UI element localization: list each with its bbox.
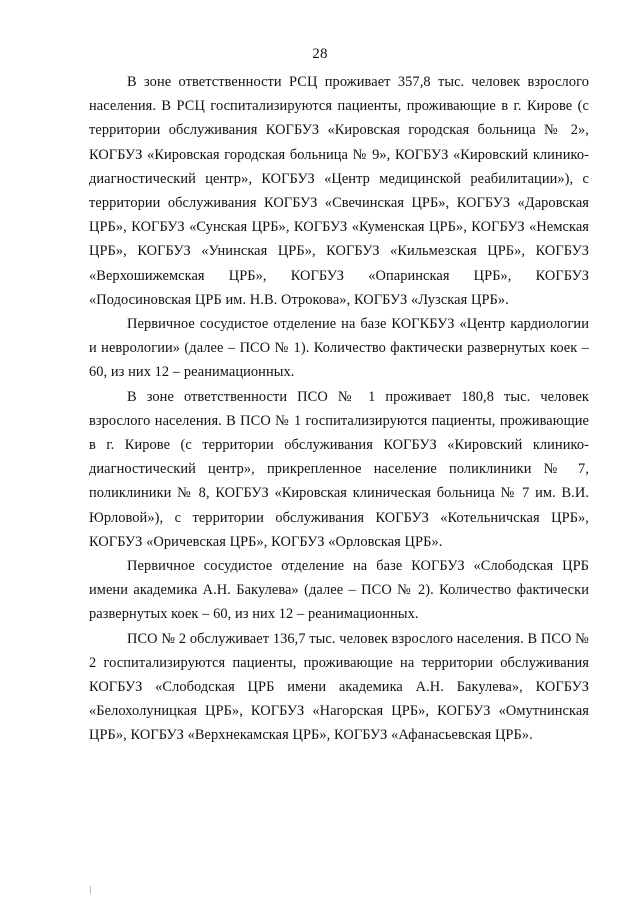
paragraph-pso2-coverage: ПСО № 2 обслуживает 136,7 тыс. человек взрослого населения. В ПСО № 2 госпитализируются пациенты, проживающие на территории обслуживания КОГБУЗ «Слободская ЦРБ имени академика А.Н. Бакулева», КОГБУЗ «Белохолуницкая ЦРБ», КОГБУЗ «Нагорская ЦРБ», КОГБУЗ «Омутнинская ЦРБ», КОГБУЗ «Верхнекамская ЦРБ», КОГБУЗ «Афанасьевская ЦРБ». [89,630,589,744]
paragraph-pso1-description: Первичное сосудистое отделение на базе КОГКБУЗ «Центр кардиологии и неврологии» (далее – ПСО № 1). Количество фактически развернутых коек – 60, из них 12 – реанимационных. [89,316,589,381]
paragraph-pso2-description: Первичное сосудистое отделение на базе КОГБУЗ «Слободская ЦРБ имени академика А.Н. Бакулева» (далее – ПСО № 2). Количество фактически развернутых коек – 60, из них 12 – реанимационных. [89,558,589,623]
paragraph-pso1-coverage: В зоне ответственности ПСО № 1 проживает 180,8 тыс. человек взрослого населения. В ПСО № 1 госпитализируются пациенты, проживающие в г. Кирове (с территории обслуживания КОГБУЗ «Кировский клинико-диагностический центр», прикрепленное население поликлиники № 7, поликлиники № 8, КОГБУЗ «Кировская клиническая больница № 7 им. В.И. Юрловой»), с территории обслуживания КОГБУЗ «Котельничская ЦРБ», КОГБУЗ «Оричевская ЦРБ», КОГБУЗ «Орловская ЦРБ». [89,388,589,550]
body-text [89,70,589,748]
paragraph-rsc-coverage: В зоне ответственности РСЦ проживает 357,8 тыс. человек взрослого населения. В РСЦ госпитализируются пациенты, проживающие в г. Кирове (с территории обслуживания КОГБУЗ «Кировская городская больница № 2», КОГБУЗ «Кировская городская больница № 9», КОГБУЗ «Кировский клинико-диагностический центр», КОГБУЗ «Центр медицинской реабилитации»), с территории обслуживания КОГБУЗ «Свечинская ЦРБ», КОГБУЗ «Даровская ЦРБ», КОГБУЗ «Сунская ЦРБ», КОГБУЗ «Куменская ЦРБ», КОГБУЗ «Немская ЦРБ», КОГБУЗ «Унинская ЦРБ», КОГБУЗ «Кильмезская ЦРБ», КОГБУЗ «Верхошижемская ЦРБ», КОГБУЗ «Опаринская ЦРБ», КОГБУЗ «Подосиновская ЦРБ им. Н.В. Отрокова», КОГБУЗ «Лузская ЦРБ». [89,74,589,308]
page-number: 28 [312,46,328,62]
scan-speck [90,886,91,894]
